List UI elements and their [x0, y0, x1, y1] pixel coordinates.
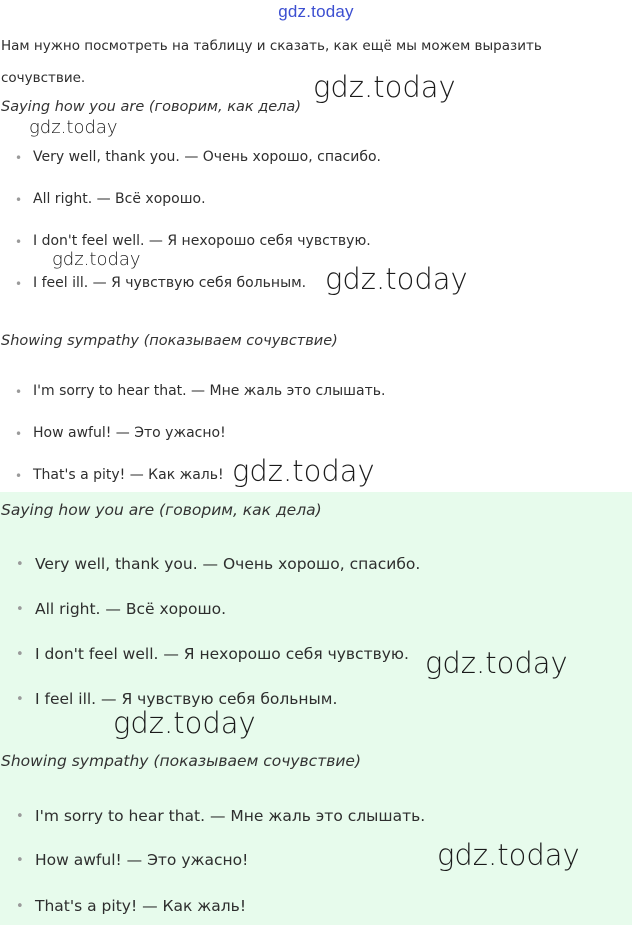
- site-logo[interactable]: gdz.today: [278, 2, 354, 21]
- watermark: gdz.today: [313, 70, 456, 104]
- list-item: [16, 807, 426, 825]
- bullet-dot-icon: •: [15, 235, 23, 249]
- list-item: [15, 425, 226, 441]
- watermark: gdz.today: [52, 249, 141, 270]
- list-item: [16, 645, 409, 663]
- list-item: [15, 149, 381, 165]
- section-heading-saying-how-you-are: Saying how you are (говорим, как дела): [1, 99, 301, 115]
- bullet-dot-icon: •: [16, 557, 24, 572]
- bullet-dot-icon: •: [16, 647, 24, 662]
- watermark: gdz.today: [232, 454, 375, 488]
- list-item-text: I don't feel well. — Я нехорошо себя чувствую.: [33, 233, 371, 249]
- bullet-dot-icon: •: [15, 469, 23, 483]
- bullet-dot-icon: •: [15, 151, 23, 165]
- list-item: [15, 275, 307, 291]
- list-item-text: I'm sorry to hear that. — Мне жаль это слышать.: [35, 807, 426, 825]
- list-item: [16, 555, 421, 573]
- intro-text: Нам нужно посмотреть на таблицу и сказать, как ещё мы можем выразить сочувствие.: [1, 38, 542, 86]
- bullet-dot-icon: •: [15, 427, 23, 441]
- bullet-dot-icon: •: [15, 193, 23, 207]
- list-item-text: All right. — Всё хорошо.: [33, 191, 206, 207]
- watermark: gdz.today: [425, 646, 568, 680]
- list-item-text: Very well, thank you. — Очень хорошо, спасибо.: [35, 555, 421, 573]
- list-item-text: How awful! — Это ужасно!: [33, 425, 226, 441]
- watermark: gdz.today: [29, 117, 118, 138]
- list-item-text: That's a pity! — Как жаль!: [35, 897, 247, 915]
- list-item: [15, 191, 206, 207]
- bullet-dot-icon: •: [15, 385, 23, 399]
- list-item-text: Very well, thank you. — Очень хорошо, спасибо.: [33, 149, 381, 165]
- list-item: [16, 897, 247, 915]
- bullet-dot-icon: •: [16, 853, 24, 868]
- list-item-text: That's a pity! — Как жаль!: [33, 467, 224, 483]
- list-item-text: I'm sorry to hear that. — Мне жаль это слышать.: [33, 383, 386, 399]
- section-heading-showing-sympathy: Showing sympathy (показываем сочувствие): [1, 333, 338, 349]
- list-item-text: I don't feel well. — Я нехорошо себя чувствую.: [35, 645, 409, 663]
- section-heading-showing-sympathy: Showing sympathy (показываем сочувствие): [1, 752, 362, 770]
- list-item-text: All right. — Всё хорошо.: [35, 600, 227, 618]
- list-item-text: I feel ill. — Я чувствую себя больным.: [35, 690, 338, 708]
- bullet-dot-icon: •: [16, 602, 24, 617]
- bullet-dot-icon: •: [16, 692, 24, 707]
- list-item-text: How awful! — Это ужасно!: [35, 851, 249, 869]
- bullet-dot-icon: •: [15, 277, 23, 291]
- list-item: [15, 383, 386, 399]
- bullet-dot-icon: •: [16, 899, 24, 914]
- watermark: gdz.today: [113, 706, 256, 740]
- list-item: [16, 600, 227, 618]
- watermark: gdz.today: [437, 838, 580, 872]
- watermark: gdz.today: [325, 262, 468, 296]
- bullet-dot-icon: •: [16, 809, 24, 824]
- section-heading-saying-how-you-are: Saying how you are (говорим, как дела): [1, 501, 322, 519]
- list-item: [16, 851, 249, 869]
- list-item: [15, 233, 371, 249]
- list-item: [15, 467, 224, 483]
- list-item-text: I feel ill. — Я чувствую себя больным.: [33, 275, 307, 291]
